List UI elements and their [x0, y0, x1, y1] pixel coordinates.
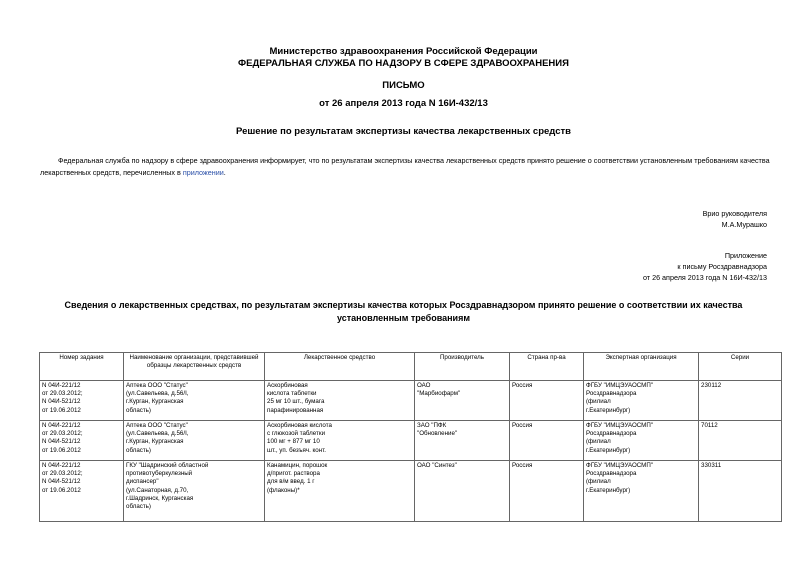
- col-header-country: Страна пр-ва: [510, 353, 584, 381]
- country-cell: Россия: [510, 421, 584, 461]
- series-cell: 330311: [699, 461, 782, 522]
- task-number-cell: N 04И-221/12 от 29.03.2012; N 04И-521/12 от 19.06.2012: [40, 461, 124, 522]
- col-header-organization: Наименование организации, представившей образцы лекарственных средств: [124, 353, 265, 381]
- manufacturer-cell: ОАО "Синтез": [415, 461, 510, 522]
- country-cell: Россия: [510, 381, 584, 421]
- intro-end: .: [223, 168, 226, 177]
- signature-block: [703, 208, 767, 230]
- table-header-row: [40, 353, 782, 381]
- signer-position: Врио руководителя: [702, 209, 767, 218]
- organization-cell: Аптека ООО "Статус" (ул.Савельева, д.56/I, г.Курган, Курганская область): [124, 381, 265, 421]
- organization-cell: ГКУ "Шадринский областной противотуберкулезный диспансер" (ул.Санаторная, д.70, г.Шадринск, Курганская область): [124, 461, 265, 522]
- medicine-cell: Аскорбиновая кислота с глюкозой таблетки 100 мг + 877 мг 10 шт., уп. безъяч. конт.: [265, 421, 415, 461]
- ministry-title: Министерство здравоохранения Российской Федерации: [269, 46, 538, 57]
- intro-paragraph: [40, 155, 780, 179]
- series-cell: 70112: [699, 421, 782, 461]
- appendix-ref: к письму Росздравнадзора: [677, 262, 767, 271]
- task-number-cell: N 04И-221/12 от 29.03.2012; N 04И-521/12 от 19.06.2012: [40, 381, 124, 421]
- col-header-manufacturer: Производитель: [415, 353, 510, 381]
- document-date: от 26 апреля 2013 года N 16И-432/13: [319, 98, 488, 109]
- appendix-block: [643, 250, 767, 283]
- medicine-cell: Канамицин, порошок д/пригот. раствора для в/м введ. 1 г (флаконы)*: [265, 461, 415, 522]
- medicines-table: [39, 352, 782, 522]
- col-header-task-number: Номер задания: [40, 353, 124, 381]
- expert-organization-cell: ФГБУ "ИМЦЭУАОСМП" Росздравнадзора (филиал г.Екатеринбург): [584, 381, 699, 421]
- expert-organization-cell: ФГБУ "ИМЦЭУАОСМП" Росздравнадзора (филиал г.Екатеринбург): [584, 461, 699, 522]
- expert-organization-cell: ФГБУ "ИМЦЭУАОСМП" Росздравнадзора (филиал г.Екатеринбург): [584, 421, 699, 461]
- table-title: Сведения о лекарственных средствах, по результатам экспертизы качества которых Росздравнадзором принято решение о соответствии их качества установленным требованиям: [64, 300, 743, 323]
- signer-name: М.А.Мурашко: [721, 220, 767, 229]
- col-header-medicine: Лекарственное средство: [265, 353, 415, 381]
- appendix-label: Приложение: [724, 251, 767, 260]
- table-row: [40, 421, 782, 461]
- task-number-cell: N 04И-221/12 от 29.03.2012; N 04И-521/12 от 19.06.2012: [40, 421, 124, 461]
- series-cell: 230112: [699, 381, 782, 421]
- country-cell: Россия: [510, 461, 584, 522]
- col-header-expert-organization: Экспертная организация: [584, 353, 699, 381]
- table-row: [40, 381, 782, 421]
- manufacturer-cell: ОАО "Марбиофарм": [415, 381, 510, 421]
- document-type: ПИСЬМО: [382, 80, 425, 91]
- appendix-date: от 26 апреля 2013 года N 16И-432/13: [642, 273, 767, 282]
- table-row: [40, 461, 782, 522]
- medicine-cell: Аскорбиновая кислота таблетки 25 мг 10 шт., бумага парафинированная: [265, 381, 415, 421]
- service-title: ФЕДЕРАЛЬНАЯ СЛУЖБА ПО НАДЗОРУ В СФЕРЕ ЗДРАВООХРАНЕНИЯ: [238, 58, 569, 69]
- intro-text: Федеральная служба по надзору в сфере здравоохранения информирует, что по результатам экспертизы качества лекарственных средств принято решение о соответствии установленным требованиям качества лекарственных средств, перечисленных в: [40, 156, 770, 177]
- appendix-link[interactable]: приложении: [182, 168, 224, 177]
- organization-cell: Аптека ООО "Статус" (ул.Савельева, д.56/I, г.Курган, Курганская область): [124, 421, 265, 461]
- manufacturer-cell: ЗАО "ПФК "Обновление": [415, 421, 510, 461]
- col-header-series: Серии: [699, 353, 782, 381]
- document-subject: Решение по результатам экспертизы качества лекарственных средств: [236, 126, 571, 137]
